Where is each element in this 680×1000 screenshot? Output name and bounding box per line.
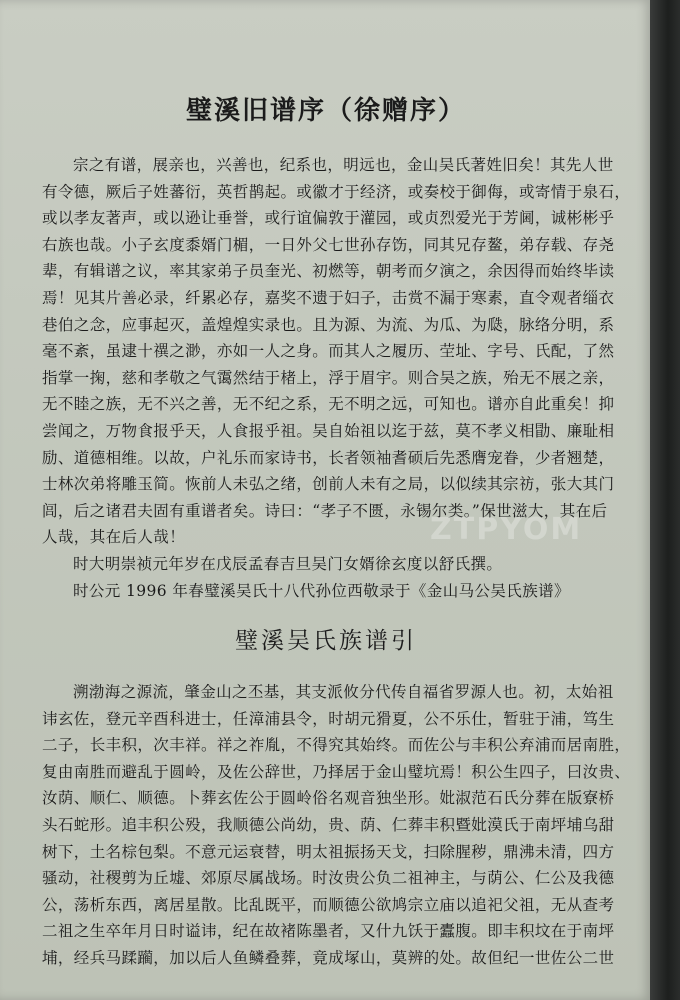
text-line: 指掌一掬，慈和孝敬之气霭然结于楮上，浮于眉宇。则合吴之族，殆无不展之亲， <box>42 368 615 387</box>
text-line: 或以孝友著声，或以逊让垂誉，或行谊偏敦于灌园，或贞烈爱光于芳阃，诚彬彬乎 <box>42 209 615 228</box>
text-line: 有令德，厥后子姓蕃衍，英哲鹊起。或徽才于经济，或奏校于御侮，或寄情于泉石， <box>42 182 631 201</box>
text-line: 二祖之生卒年月日时谥讳，纪在故褚陈墨者，又什九饫于蠹腹。即丰积坟在于南坪 <box>42 922 615 941</box>
preface-title: 璧溪旧谱序（徐赠序） <box>185 96 466 126</box>
text-line: 讳玄佐，登元辛酉科进士，任漳浦县令，时胡元猾夏，公不乐仕，暂驻于浦，笃生 <box>42 709 615 728</box>
text-line: 头石蛇形。追丰积公殁，我顺德公尚幼，贵、荫、仁葬丰积暨妣漠氏于南坪埔乌甜 <box>42 815 615 834</box>
text-line: 尝闻之，万物食报乎天，人食报乎祖。吴自始祖以迄于兹，莫不孝义相勖、廉耻相 <box>42 421 615 440</box>
text-line: 辈，有辑谱之议，率其家弟子员奎光、初燃等，朝考而夕演之，余因得而始终毕读 <box>42 262 615 281</box>
text-line: 无不睦之族，无不兴之善，无不纪之系，无不明之远，可知也。谱亦自此重矣！抑 <box>42 395 615 414</box>
text-line: 巷伯之念，应事起灭，盖煌煌实录也。且为源、为流、为瓜、为瓞，脉络分明，系 <box>42 315 615 334</box>
preface-signature: 时大明崇祯元年岁在戊辰孟春吉旦吴门女婿徐玄度以舒氏撰。 <box>73 554 503 573</box>
preface-transcription-note: 时公元 1996 年春璧溪吴氏十八代孙位西敬录于《金山马公吴氏族谱》 <box>73 581 570 600</box>
introduction-title: 璧溪吴氏族谱引 <box>235 628 417 654</box>
text-line: 溯渤海之源流，肇金山之丕基，其支派攸分代传自福省罗源人也。初，太始祖 <box>73 683 614 701</box>
text-line: 公，荡析东西，离居星散。比乱既平，而顺德公欲鸠宗立庙以追祀父祖，无从查考 <box>42 895 615 914</box>
text-line: 宗之有谱，展亲也，兴善也，纪系也，明远也，金山吴氏著姓旧矣！其先人世 <box>73 156 614 174</box>
text-line: 焉！见其片善必录，纤累必存，嘉奖不遗于妇子，击赏不漏于寒素，直令观者缁衣 <box>42 288 615 307</box>
book-spine-shadow <box>650 0 680 1000</box>
text-line: 士林次弟将雕玉简。恢前人未弘之绪，创前人未有之局，以似续其宗祊，张大其门 <box>42 475 615 494</box>
text-line: 闾，后之诸君夫固有重谱者矣。诗曰：“孝子不匮，永锡尔类。”保世滋大，其在后 <box>42 501 608 520</box>
watermark: ZTPYOM <box>430 512 583 547</box>
text-line: 骚动，社稷剪为丘墟、郊原尽属战场。时汝贵公负二祖神主，与荫公、仁公及我德 <box>42 869 615 888</box>
text-line: 埔，经兵马蹂躏，加以后人鱼鳞叠葬，竟成塚山，莫辨的处。故但纪一世佐公二世 <box>42 948 615 967</box>
text-line: 右族也哉。小子玄度黍婿门楣，一日外父七世孙存饬，同其兄存鳌，弟存载、存尧 <box>42 235 615 254</box>
text-line: 汝荫、顺仁、顺德。卜葬玄佐公于圆岭俗名观音独坐形。妣淑范石氏分葬在版寮桥 <box>42 789 615 808</box>
introduction-body <box>42 679 646 972</box>
text-line: 人哉，其在后人哉！ <box>42 528 186 547</box>
text-line: 二子，长丰积，次丰祥。祥之祚胤，不得究其始终。而佐公与丰积公弃浦而居南胜， <box>42 736 631 755</box>
text-line: 复由南胜而避乱于圆岭，及佐公辞世，乃择居于金山璧坑焉！积公生四子，曰汝贵、 <box>42 762 631 781</box>
text-line: 励、道德相维。以故，户礼乐而家诗书，长者领袖耆硕后先悉膺宠眷，少者翘楚， <box>42 448 615 467</box>
text-line: 树下，土名棕包梨。不意元运衰替，明太祖振扬天戈，扫除腥秽，鼎沸未清，四方 <box>42 842 615 861</box>
text-line: 毫不紊，虽逮十禩之渺，亦如一人之身。而其人之履历、茔址、字号、氏配，了然 <box>42 342 615 361</box>
